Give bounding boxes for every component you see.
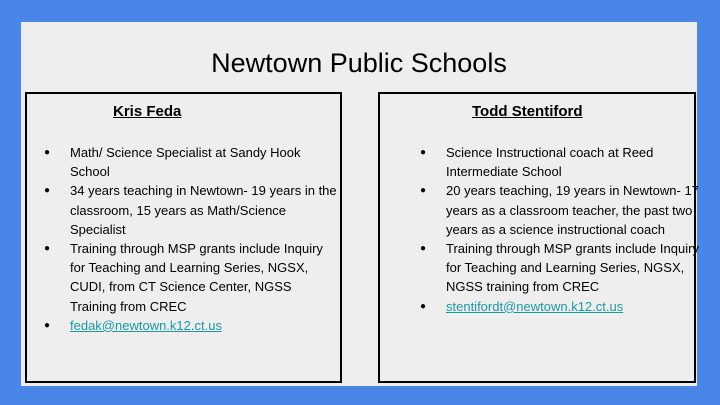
profile-card-kris-feda <box>25 92 342 383</box>
list-item: ● Training through MSP grants include Inquiry for Teaching and Learning Series, NGSX, NGSS training from CREC <box>446 239 710 297</box>
list-item <box>446 297 710 316</box>
profile-name: Kris Feda <box>113 103 182 120</box>
profile-name: Todd Stentiford <box>472 103 583 120</box>
email-link[interactable]: stentifordt@newtown.k12.ct.us <box>446 298 624 314</box>
slide <box>21 22 697 386</box>
bullet-list <box>70 143 338 335</box>
page-title: Newtown Public Schools <box>211 48 507 78</box>
list-item: ● Science Instructional coach at Reed Intermediate School <box>446 143 710 181</box>
list-item: ● Training through MSP grants include Inquiry for Teaching and Learning Series, NGSX, CUDI, from CT Science Center, NGSS Training from CREC <box>70 239 338 316</box>
list-item: ● Math/ Science Specialist at Sandy Hook School <box>70 143 338 181</box>
list-item: ● 20 years teaching, 19 years in Newtown- 17 years as a classroom teacher, the past two years as a science instructional coach <box>446 181 710 239</box>
list-item <box>70 316 338 335</box>
list-item: ● 34 years teaching in Newtown- 19 years in the classroom, 15 years as Math/Science Specialist <box>70 181 338 239</box>
profile-card-todd-stentiford <box>378 92 699 383</box>
bullet-list <box>446 143 710 316</box>
email-link[interactable]: fedak@newtown.k12.ct.us <box>70 317 222 333</box>
